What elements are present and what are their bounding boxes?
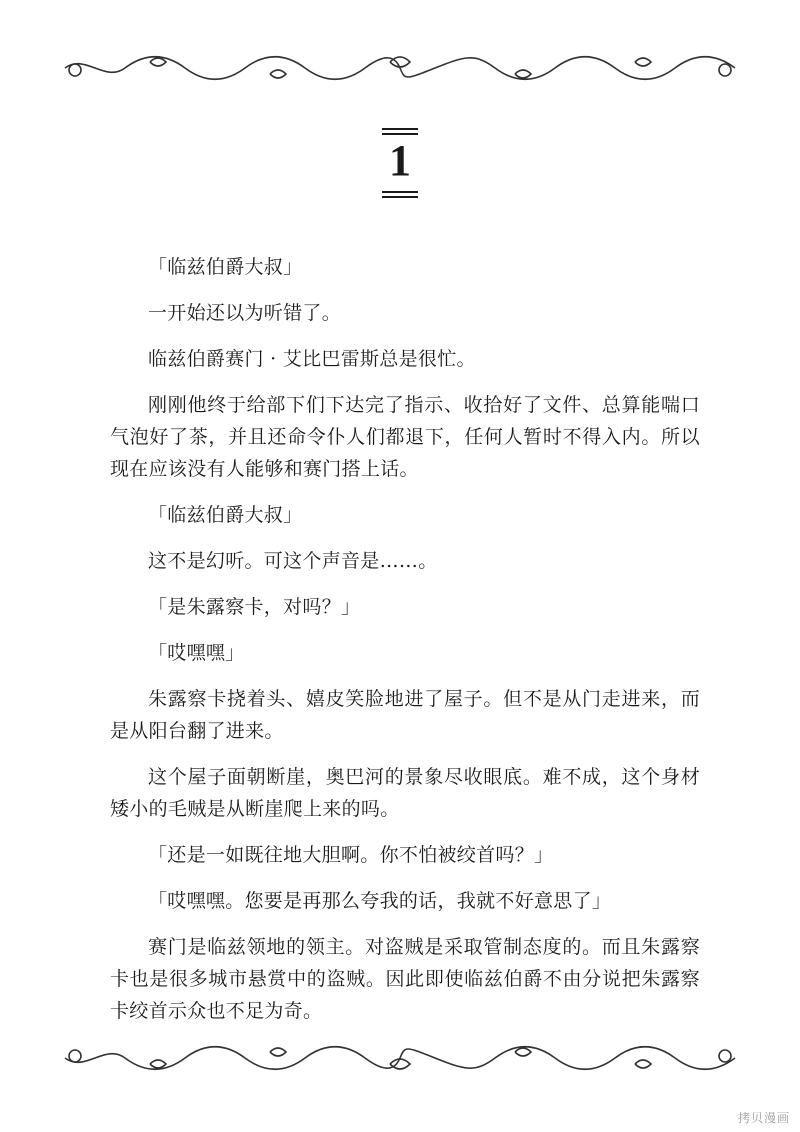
body-text — [110, 251, 700, 1041]
chapter-number: 1 — [389, 136, 411, 185]
paragraph: 朱露察卡挠着头、嬉皮笑脸地进了屋子。但不是从门走进来，而是从阳台翻了进来。 — [110, 688, 700, 742]
paragraph: 「哎嘿嘿」 — [148, 642, 245, 664]
paragraph: 「哎嘿嘿。您要是再那么夸我的话，我就不好意思了」 — [148, 890, 612, 912]
paragraph: 临兹伯爵赛门 · 艾比巴雷斯总是很忙。 — [148, 348, 476, 370]
top-ornament-border — [55, 48, 745, 88]
paragraph: 刚刚他终于给部下们下达完了指示、收拾好了文件、总算能喘口气泡好了茶，并且还命令仆人们都退下，任何人暂时不得入内。所以现在应该没有人能够和赛门搭上话。 — [110, 394, 700, 480]
chapter-rule-bottom — [382, 191, 418, 198]
paragraph: 一开始还以为听错了。 — [148, 302, 342, 324]
paragraph: 「还是一如既往地大胆啊。你不怕被绞首吗？」 — [148, 844, 554, 866]
paragraph: 这个屋子面朝断崖，奥巴河的景象尽收眼底。难不成，这个身材矮小的毛贼是从断崖爬上来的吗。 — [110, 766, 700, 820]
chapter-rule-top — [382, 128, 418, 135]
bottom-ornament-border — [55, 1038, 745, 1078]
paragraph: 「是朱露察卡，对吗？」 — [148, 596, 361, 618]
paragraph: 赛门是临兹领地的领主。对盗贼是采取管制态度的。而且朱露察卡也是很多城市悬赏中的盗贼。因此即使临兹伯爵不由分说把朱露察卡绞首示众也不足为奇。 — [110, 936, 700, 1022]
paragraph: 这不是幻听。可这个声音是……。 — [148, 550, 438, 572]
paragraph: 「临兹伯爵大叔」 — [148, 256, 303, 278]
chapter-heading — [0, 128, 800, 198]
paragraph: 「临兹伯爵大叔」 — [148, 504, 303, 526]
watermark: 拷贝漫画 — [737, 1111, 790, 1125]
